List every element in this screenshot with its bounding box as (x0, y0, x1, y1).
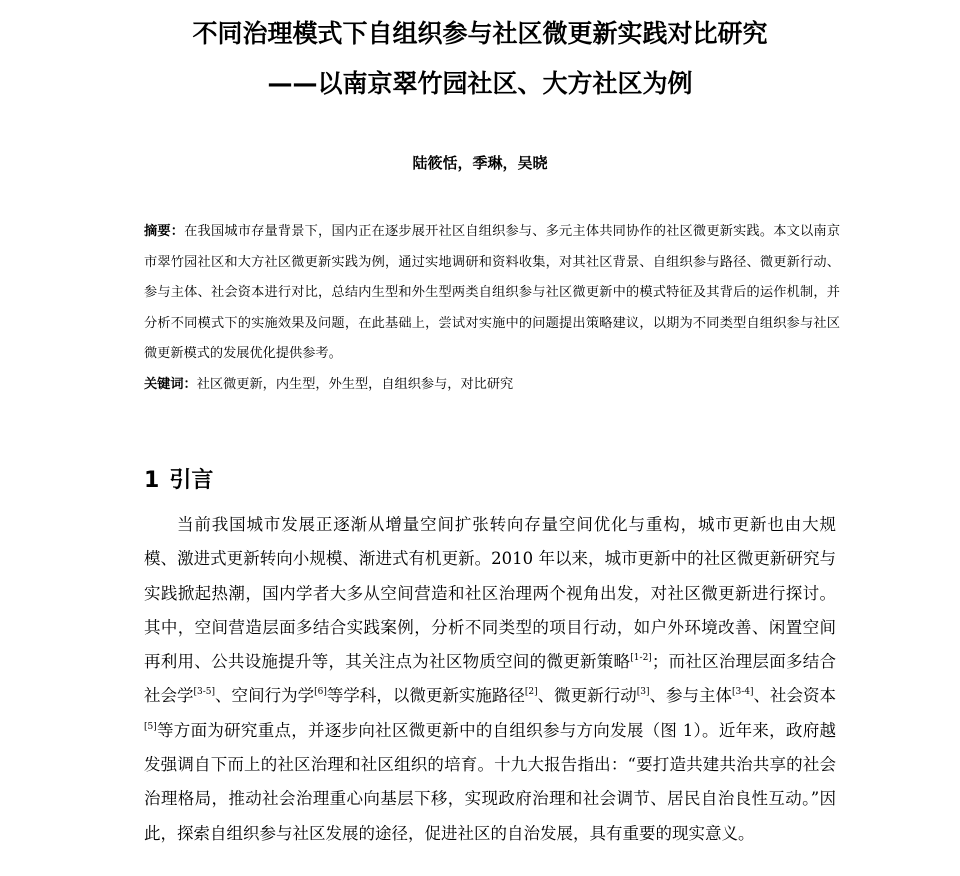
citation: [1-2] (630, 653, 652, 664)
abstract-block (144, 217, 840, 400)
body-text-segment: 、参与主体 (649, 686, 733, 706)
body-text (144, 508, 836, 851)
section-title: 引言 (169, 468, 214, 493)
abstract-text: 在我国城市存量背景下，国内正在逐步展开社区自组织参与、多元主体共同协作的社区微更新实践。本文以南京市翠竹园社区和大方社区微更新实践为例，通过实地调研和资料收集，对其社区背景、自组织参与路径、微更新行动、参与主体、社会资本进行对比，总结内生型和外生型两类自组织参与社区微更新中的模式特征及其背后的运作机制，并分析不同模式下的实施效果及问题，在此基础上，尝试对实施中的问题提出策略建议，以期为不同类型自组织参与社区微更新模式的发展优化提供参考。 (144, 224, 841, 361)
section-heading (144, 463, 213, 494)
citation: [6] (314, 687, 327, 698)
keywords-paragraph (144, 370, 840, 401)
intro-paragraph (144, 508, 836, 851)
abstract-label: 摘要： (144, 224, 185, 239)
body-text-segment: 等方面为研究重点，并逐步向社区微更新中的自组织参与方向发展（图 1）。近年来，政府越发强调自下而上的社区治理和社区组织的培育。十九大报告指出：“要打造共建共治共享的社会治理格局，推动社会治理重心向基层下移，实现政府治理和社会调节、居民自治良性互动。”因此，探索自组织参与社区发展的途径，促进社区的自治发展，具有重要的现实意义。 (144, 720, 836, 843)
abstract-paragraph (144, 217, 840, 370)
section-number: 1 (144, 468, 160, 493)
body-text-segment: 、微更新行动 (537, 686, 637, 706)
citation: [5] (144, 721, 157, 732)
body-text-segment: 、空间行为学 (215, 686, 315, 706)
body-text-segment: 、社会资本 (753, 686, 837, 706)
author-list: 陆筱恬，季琳，吴晓 (412, 154, 548, 172)
keywords-label: 关键词： (144, 376, 197, 392)
body-text-segment: ；而社区治理层面多结合社会学 (144, 652, 837, 706)
citation: [2] (524, 687, 538, 698)
paper-subtitle: ——以南京翠竹园社区、大方社区为例 (267, 69, 693, 98)
citation: [3-5] (193, 687, 216, 698)
keywords-text: 社区微更新，内生型，外生型，自组织参与，对比研究 (196, 376, 514, 392)
body-text-segment: 等学科，以微更新实施路径 (326, 686, 525, 706)
body-text-segment: 当前我国城市发展正逐渐从增量空间扩张转向存量空间优化与重构，城市更新也由大规模、激进式更新转向小规模、渐进式有机更新。2010 年以来，城市更新中的社区微更新研究与实践掀起热潮，国内学者大多从空间营造和社区治理两个视角出发，对社区微更新进行探讨。其中，空间营造层面多结合实践案例，分析不同类型的项目行动，如户外环境改善、闲置空间再利用、公共设施提升等，其关注点为社区物质空间的微更新策略 (144, 515, 836, 672)
citation: [3-4] (732, 687, 754, 698)
citation: [3] (636, 687, 650, 698)
paper-title: 不同治理模式下自组织参与社区微更新实践对比研究 (192, 19, 768, 48)
